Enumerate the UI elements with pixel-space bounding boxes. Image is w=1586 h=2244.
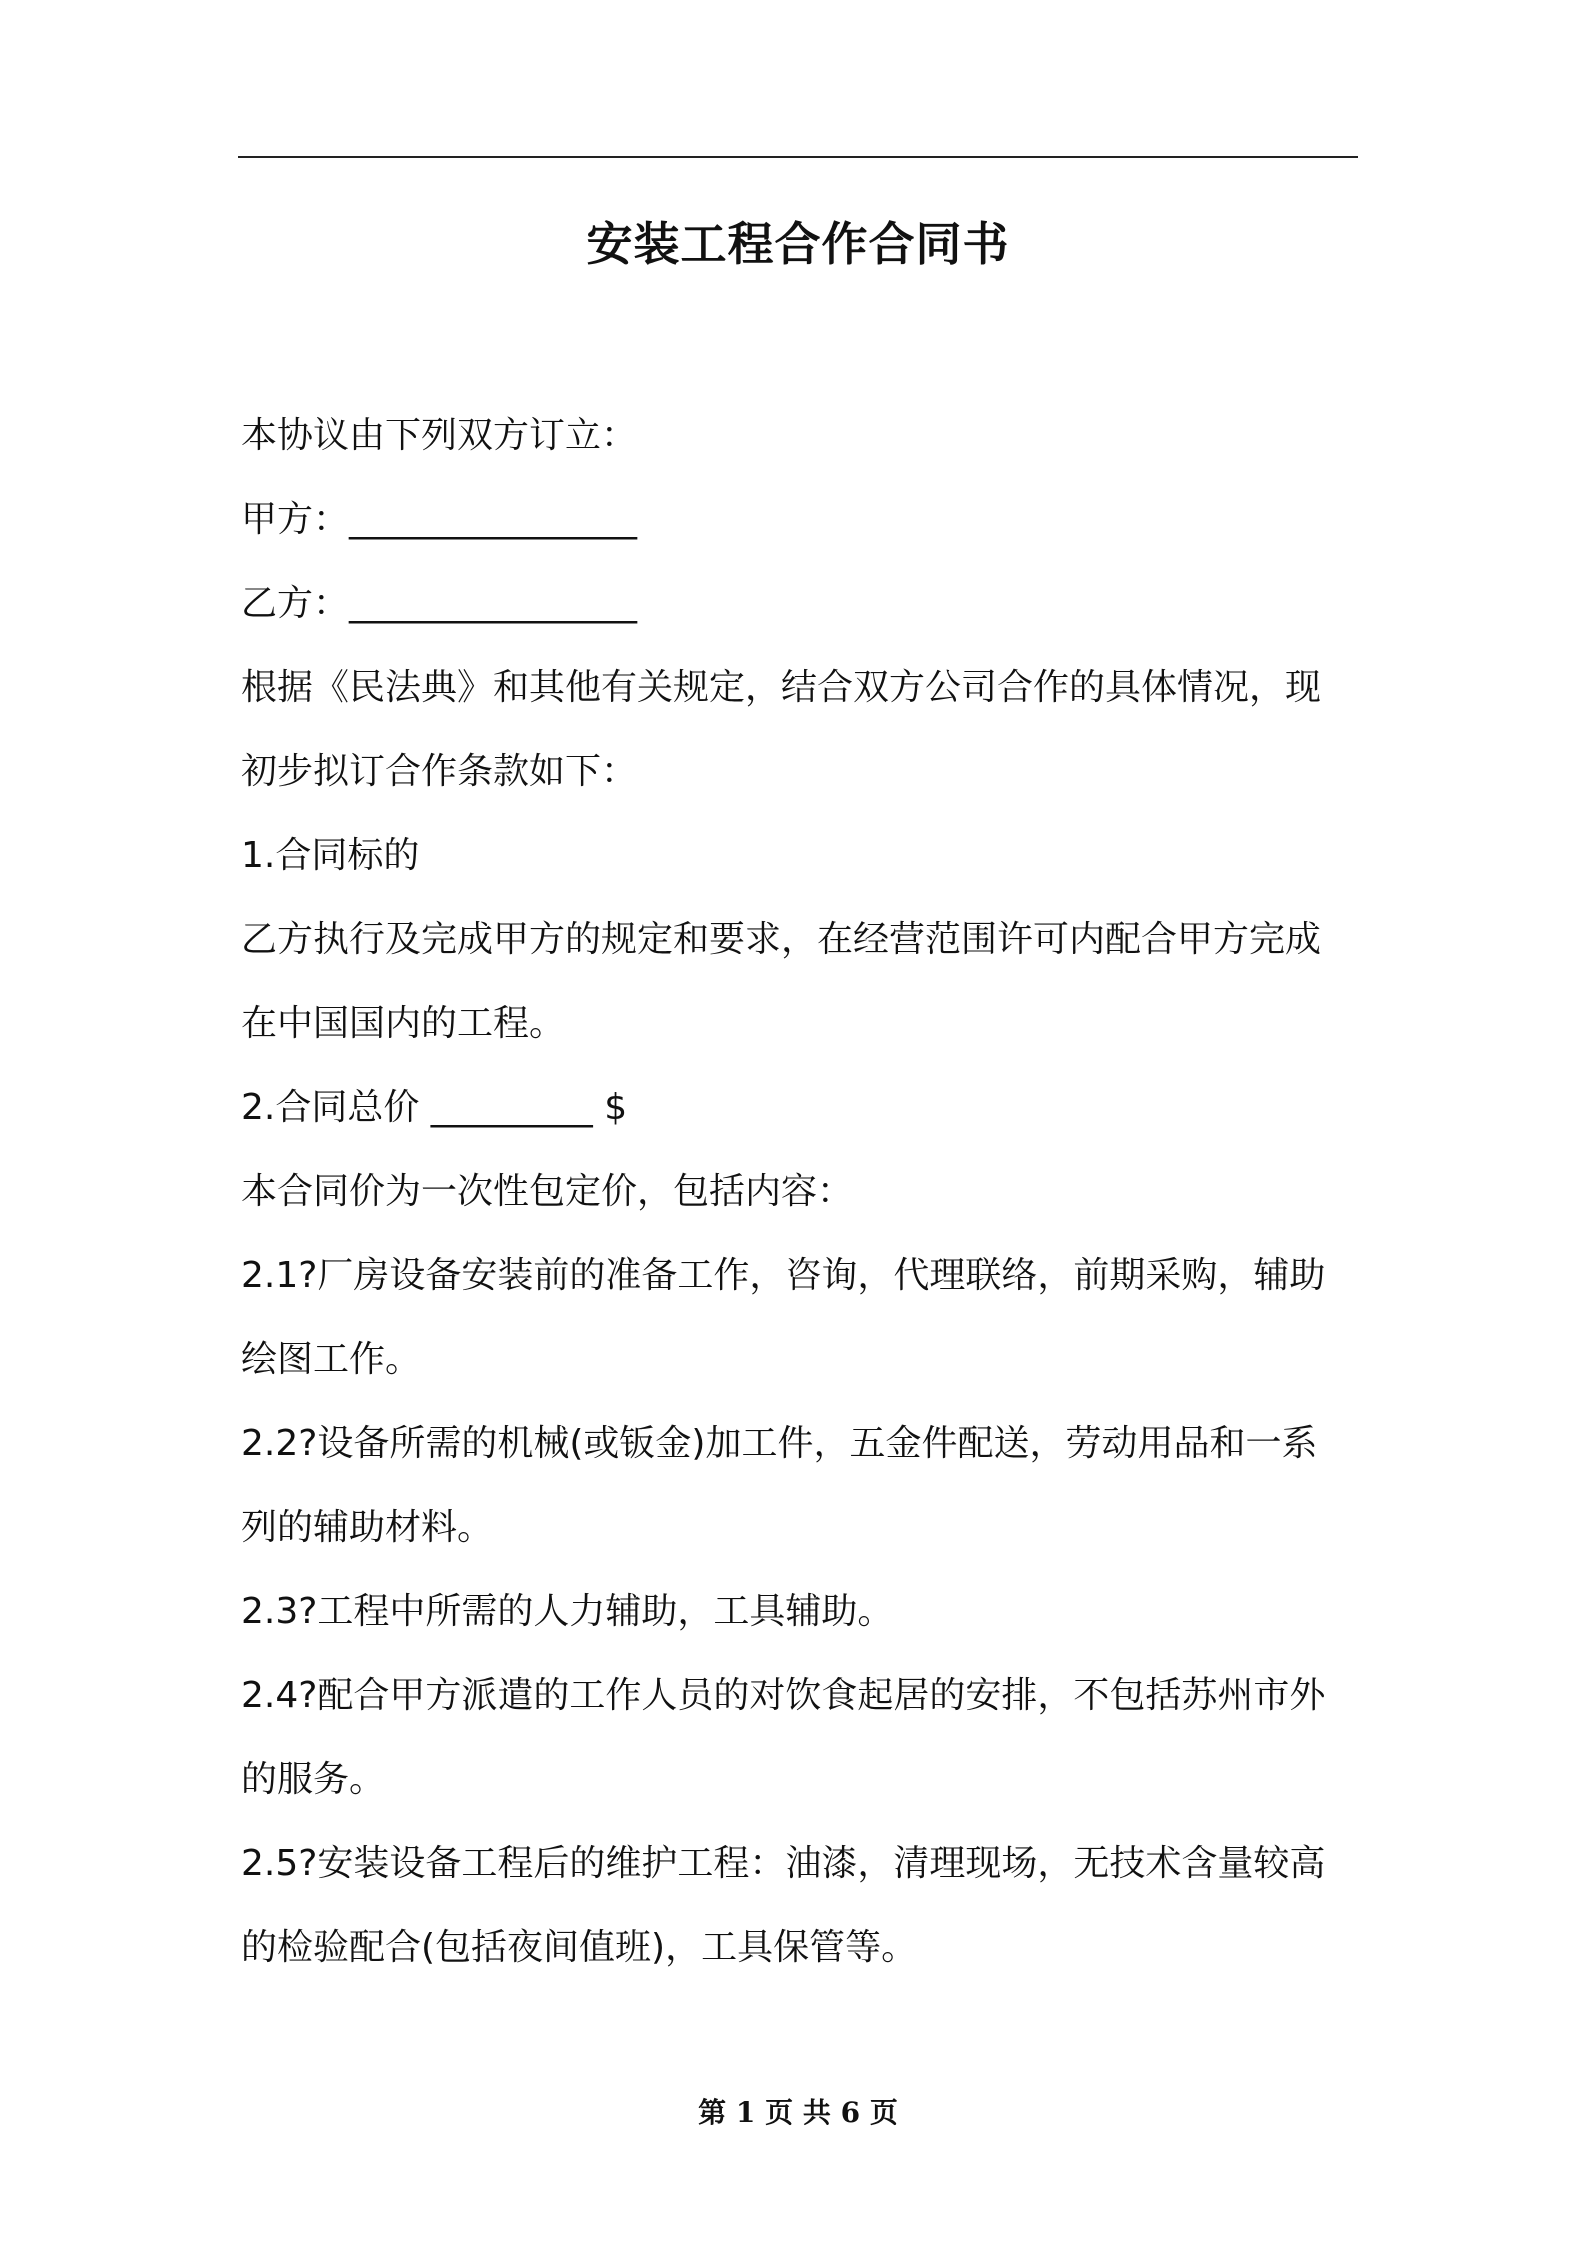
section-2-heading: 2.合同总价 _________ $: [241, 1087, 628, 1128]
item-2-4-line-2: 的服务。: [241, 1759, 386, 1800]
section-2-intro: 本合同价为一次性包定价，包括内容：: [241, 1171, 854, 1212]
document-title: 安装工程合作合同书: [586, 217, 1010, 271]
item-2-5-line-2: 的检验配合(包括夜间值班)，工具保管等。: [241, 1927, 918, 1968]
item-2-3-line: 2.3?工程中所需的人力辅助，工具辅助。: [241, 1591, 894, 1632]
intro-line: 本协议由下列双方订立：: [241, 415, 638, 456]
item-2-1-line-2: 绘图工作。: [241, 1339, 422, 1380]
section-1-text-2: 在中国国内的工程。: [241, 1003, 566, 1044]
item-2-1-line-1: 2.1?厂房设备安装前的准备工作，咨询，代理联络，前期采购，辅助: [241, 1255, 1326, 1296]
header-rule: [238, 156, 1358, 158]
basis-line-2: 初步拟订合作条款如下：: [241, 751, 638, 792]
basis-line-1: 根据《民法典》和其他有关规定，结合双方公司合作的具体情况，现: [241, 667, 1322, 708]
page-footer: 第 1 页 共 6 页: [698, 2096, 898, 2129]
item-2-5-line-1: 2.5?安装设备工程后的维护工程：油漆，清理现场，无技术含量较高: [241, 1843, 1326, 1884]
section-1-text-1: 乙方执行及完成甲方的规定和要求，在经营范围许可内配合甲方完成: [241, 919, 1322, 960]
party-a-line: 甲方：________________: [241, 499, 638, 540]
item-2-4-line-1: 2.4?配合甲方派遣的工作人员的对饮食起居的安排，不包括苏州市外: [241, 1675, 1326, 1716]
item-2-2-line-1: 2.2?设备所需的机械(或钣金)加工件，五金件配送，劳动用品和一系: [241, 1423, 1318, 1464]
item-2-2-line-2: 列的辅助材料。: [241, 1507, 494, 1548]
section-1-heading: 1.合同标的: [241, 835, 420, 876]
party-b-line: 乙方：________________: [241, 583, 638, 624]
